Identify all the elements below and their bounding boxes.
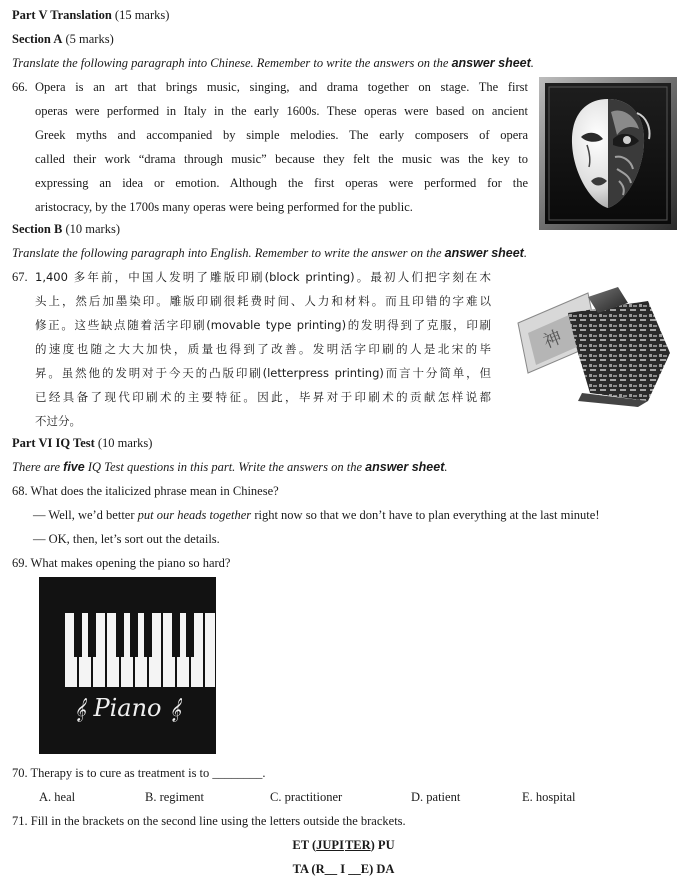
sectionB-instr-text: Translate the following paragraph into English. Remember to write the answer on the (12, 246, 445, 260)
q66-line: called their work “drama through music” because they felt the music was the key to (35, 152, 528, 166)
q67-number: 67. (12, 270, 28, 284)
q70-question (12, 765, 266, 781)
sectionB-marks: (10 marks) (65, 222, 120, 236)
q67-line: 修正。这些缺点随着活字印刷(movable type printing)的发明得到了克服，印刷 (35, 318, 491, 332)
theatre-mask-icon (539, 77, 677, 230)
q71-row2: TA (R__ I __E) DA (292, 862, 395, 876)
q71-question: 71. Fill in the brackets on the second line using the letters outside the brackets. (12, 814, 406, 828)
q71-row1-post: ) PU (370, 838, 395, 852)
part6-instr-mid: IQ Test questions in this part. Write the answers on the (84, 460, 366, 474)
part6-instr-five: five (63, 460, 85, 474)
piano-word: Piano (93, 694, 162, 722)
svg-text:神: 神 (540, 326, 565, 353)
q70-option-b: B. regiment (145, 790, 205, 804)
sectionB-title: Section B (12, 222, 63, 236)
q69-question: 69. What makes opening the piano so hard? (12, 556, 231, 570)
q67-line: 昇。虽然他的发明对于今天的凸版印刷(letterpress printing)而言十分简单，但 (35, 366, 491, 380)
q70-option-c: C. practitioner (270, 790, 343, 804)
sectionA-heading (12, 31, 114, 47)
sectionA-instr-text: Translate the following paragraph into Chinese. Remember to write the answers on the (12, 56, 452, 70)
sectionA-instructions (12, 55, 534, 71)
q66-line: Greek myths and accompanied by simple melodies. The early composers of opera (35, 128, 528, 142)
printing-blocks-icon (498, 283, 674, 408)
part5-marks: (15 marks) (114, 8, 170, 22)
q66-line: aristocracy, by the 1700s many operas were being performed for the public. (35, 200, 413, 214)
part6-marks: (10 marks) (97, 436, 153, 450)
treble-clef-icon: 𝄞 (169, 697, 181, 721)
q70-option-e: E. hospital (522, 790, 576, 804)
treble-clef-icon: 𝄞 (74, 697, 86, 721)
sectionA-instr-bold: answer sheet (451, 56, 531, 70)
part6-title: Part VI IQ Test (12, 436, 95, 450)
q70-end: . (262, 766, 266, 780)
sectionB-instr-end: . (523, 246, 527, 260)
q67-line: 的速度也随之大大加快，质量也得到了改善。发明活字印刷的人是北宋的毕 (35, 342, 491, 356)
q67-line: 1,400 多年前，中国人发明了雕版印刷(block printing)。最初人们把字刻在木 (35, 270, 491, 284)
q68-question: 68. What does the italicized phrase mean in Chinese? (12, 484, 279, 498)
sectionB-heading (12, 221, 120, 237)
q70-option-d: D. patient (411, 790, 461, 804)
sectionB-instr-bold: answer sheet (444, 246, 524, 260)
q71-row1 (0, 837, 687, 853)
sectionA-title: Section A (12, 32, 63, 46)
q66-paragraph (35, 75, 528, 219)
q66-line: expressing an idea or emotion. Although the first operas were performed for the (35, 176, 528, 190)
q68-line1-text: — Well, we’d better (33, 508, 138, 522)
q67-paragraph (35, 265, 491, 433)
q67-line: 不过分。 (35, 414, 81, 428)
q66-number: 66. (12, 80, 28, 94)
part5-title: Part V Translation (12, 8, 112, 22)
part6-instr-end: . (444, 460, 448, 474)
q68-italic-phrase: put our heads together (137, 508, 252, 522)
sectionA-instr-end: . (530, 56, 534, 70)
q67-line: 头上，然后加墨染印。雕版印刷很耗费时间、人力和材料。而且印错的字难以 (35, 294, 491, 308)
part6-instructions (12, 459, 448, 475)
part6-instr-text: There are (12, 460, 64, 474)
q70-blank: ________ (212, 766, 263, 780)
q66-line: operas were performed in Italy in the early 1600s. These operas were based on ancient (35, 104, 528, 118)
q68-dialogue-line1 (33, 507, 600, 523)
piano-label (39, 693, 216, 724)
sectionA-marks: (5 marks) (65, 32, 114, 46)
q68-dialogue-line2: — OK, then, let’s sort out the details. (33, 532, 220, 546)
q68-line1-end: right now so that we don’t have to plan everything at the last minute! (251, 508, 600, 522)
q70-option-a: A. heal (39, 790, 76, 804)
q71-row1-pre: ET ( (292, 838, 317, 852)
sectionB-instructions (12, 245, 527, 261)
piano-keys-icon (39, 577, 216, 754)
q71-row1-underlined-1: JUPI (316, 838, 344, 852)
part6-heading (12, 435, 152, 451)
part6-instr-bold: answer sheet (365, 460, 445, 474)
part5-heading (12, 7, 169, 23)
q66-line: Opera is an art that brings music, singing, and drama together on stage. The first (35, 80, 528, 94)
q70-question-text: 70. Therapy is to cure as treatment is to (12, 766, 213, 780)
q67-line: 已经具备了现代印刷术的主要特征。因此，毕昇对于印刷术的贡献怎样说都 (35, 390, 491, 404)
q71-row1-underlined-2: TER (344, 838, 371, 852)
